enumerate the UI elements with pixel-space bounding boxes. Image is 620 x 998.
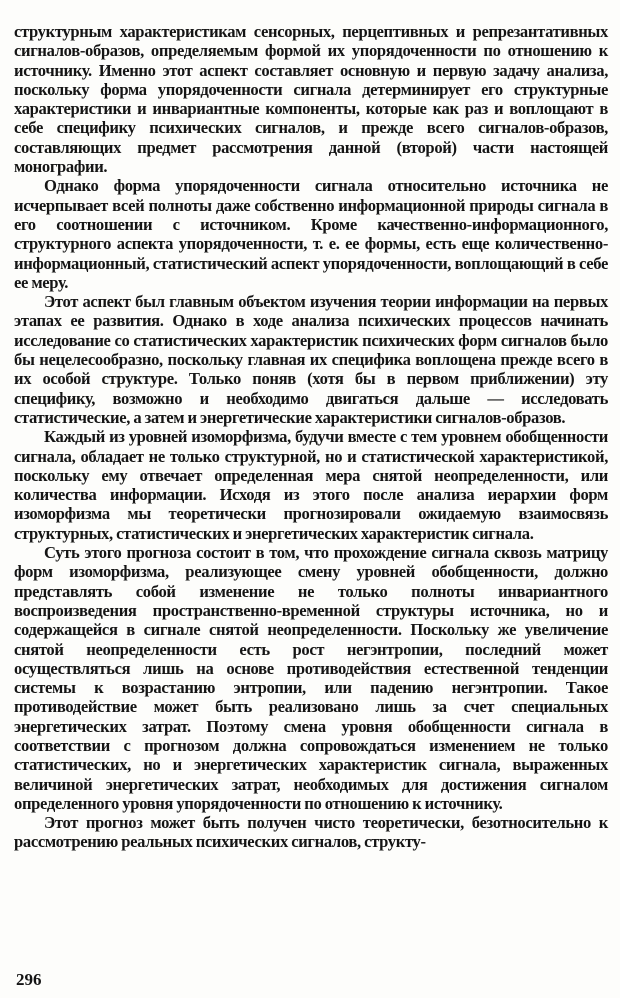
- body-text: [14, 22, 608, 852]
- page-number: 296: [16, 970, 42, 989]
- paragraph: Этот аспект был главным объектом изучения теории информации на первых этапах ее развития. Однако в ходе анализа психических процессов начинать исследование со статистических характеристик психических форм сигналов было бы нецелесообразно, поскольку главная их специфика воплощена прежде всего в их особой структуре. Только поняв (хотя бы в первом приближении) эту специфику, возможно и необходимо двигаться дальше — исследовать статистические, а затем и энергетические характеристики сигналов-образов.: [14, 292, 608, 427]
- paragraph: Этот прогноз может быть получен чисто теоретически, безотносительно к рассмотрению реальных психических сигналов, структу-: [14, 813, 608, 852]
- paragraph-continued: структурным характеристикам сенсорных, перцептивных и репрезантативных сигналов-образов, определяемым формой их упорядоченности по отношению к источнику. Именно этот аспект составляет основную и первую задачу анализа, поскольку форма упорядоченности сигнала детерминирует его структурные характеристики и инвариантные компоненты, которые как раз и воплощают в себе специфику психических сигналов, и прежде всего сигналов-образов, составляющих предмет рассмотрения данной (второй) части настоящей монографии.: [14, 22, 608, 177]
- paragraph: Каждый из уровней изоморфизма, будучи вместе с тем уровнем обобщенности сигнала, обладает не только структурной, но и статистической характеристикой, поскольку ему отвечает определенная мера снятой неопределенности, или количества информации. Исходя из этого после анализа иерархии форм изоморфизма мы теоретически прогнозировали ожидаемую взаимосвязь структурных, статистических и энергетических характеристик сигнала.: [14, 427, 608, 543]
- paragraph: Однако форма упорядоченности сигнала относительно источника не исчерпывает всей полноты даже собственно информационной природы сигнала в его соотношении с источником. Кроме качественно-информационного, структурного аспекта упорядоченности, т. е. ее формы, есть еще количественно-информационный, статистический аспект упорядоченности, воплощающий в себе ее меру.: [14, 176, 608, 292]
- paragraph: Суть этого прогноза состоит в том, что прохождение сигнала сквозь матрицу форм изоморфизма, реализующее смену уровней обобщенности, должно представлять собой изменение не только полноты инвариантного воспроизведения пространственно-временной структуры источника, но и содержащейся в сигнале снятой неопределенности. Поскольку же увеличение снятой неопределенности есть рост негэнтропии, последний может осуществляться лишь на основе противодействия естественной тенденции системы к возрастанию энтропии, или падению негэнтропии. Такое противодействие может быть реализовано лишь за счет специальных энергетических затрат. Поэтому смена уровня обобщенности сигнала в соответствии с прогнозом должна сопровождаться изменением не только статистических, но и энергетических характеристик сигнала, выраженных величиной энергетических затрат, необходимых для достижения сигналом определенного уровня упорядоченности по отношению к источнику.: [14, 543, 608, 813]
